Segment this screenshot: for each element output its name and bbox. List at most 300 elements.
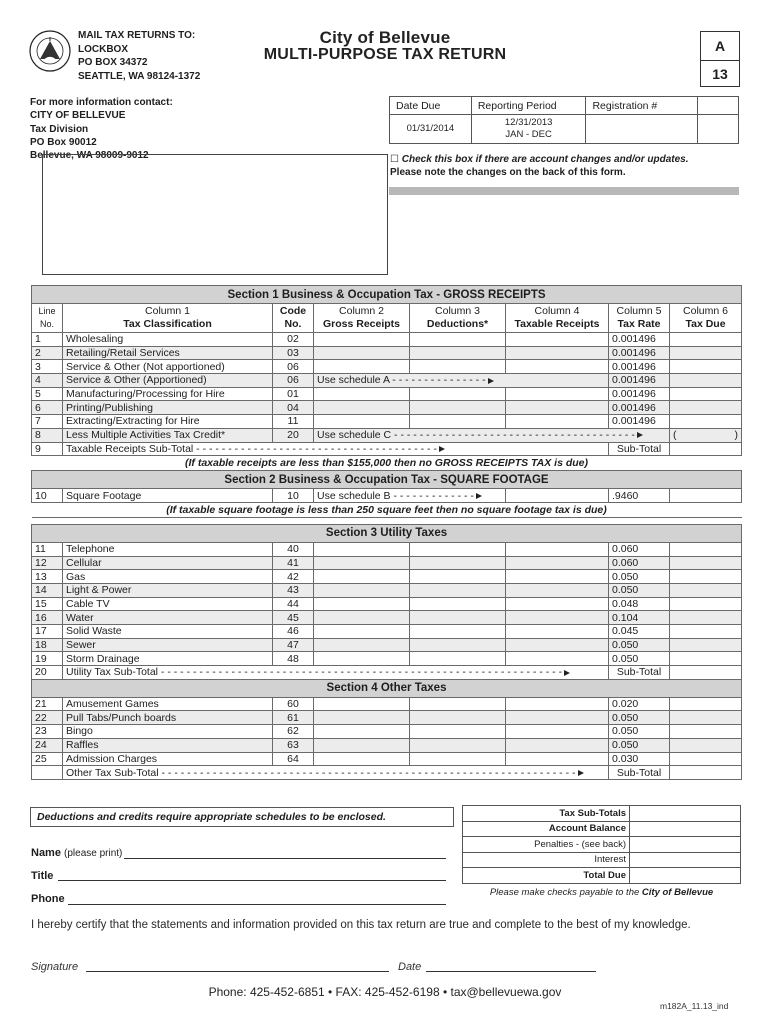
row-classification: Cellular [63, 556, 273, 570]
gross-receipts-input[interactable] [314, 583, 410, 597]
table-row [32, 625, 742, 639]
row-code: 03 [273, 346, 314, 360]
row-line-no [32, 766, 63, 780]
table-row [32, 725, 742, 739]
gross-receipts-input[interactable] [314, 415, 410, 429]
row-line-no: 19 [32, 652, 63, 666]
taxable-receipts-input[interactable] [506, 387, 609, 401]
row-tax-rate: 0.030 [609, 752, 670, 766]
receipts-subtotal-label: Taxable Receipts Sub-Total - - - - - - - - - - - - - - - - - - - - - - - - - - - - - - - - - - - - - - [63, 442, 609, 456]
table-row [32, 738, 742, 752]
tax-due-input[interactable] [670, 652, 742, 666]
code-header: Code No. [273, 304, 314, 333]
contact-line: For more information contact: [30, 97, 173, 108]
gross-receipts-input[interactable] [314, 346, 410, 360]
taxable-receipts-input[interactable] [506, 333, 609, 347]
deductions-input[interactable] [410, 570, 506, 584]
tax-due-input[interactable] [670, 625, 742, 639]
gross-receipts-input[interactable] [314, 711, 410, 725]
tax-due-input[interactable] [670, 725, 742, 739]
schedule-b-reference: Use schedule B - - - - - - - - - - - - - [314, 489, 506, 503]
table-row [32, 374, 742, 388]
signature-label: Signature [31, 961, 79, 973]
deductions-input[interactable] [410, 611, 506, 625]
row-classification: Solid Waste [63, 625, 273, 639]
row-line-no: 18 [32, 638, 63, 652]
gross-receipts-input[interactable] [314, 611, 410, 625]
row-code: 06 [273, 374, 314, 388]
deductions-input[interactable] [410, 597, 506, 611]
table-row [32, 333, 742, 347]
deductions-input[interactable] [410, 652, 506, 666]
deductions-input[interactable] [410, 738, 506, 752]
row-line-no: 15 [32, 597, 63, 611]
table-row [32, 697, 742, 711]
mail-line: PO BOX 34372 [78, 57, 148, 68]
row-code: 40 [273, 542, 314, 556]
taxable-receipts-input[interactable] [506, 752, 609, 766]
reporting-period-value [471, 115, 586, 144]
row-code: 06 [273, 360, 314, 374]
deductions-input[interactable] [410, 697, 506, 711]
row-tax-rate: 0.001496 [609, 360, 670, 374]
row-code: 45 [273, 611, 314, 625]
row-classification: Service & Other (Apportioned) [63, 374, 273, 388]
row-line-no: 16 [32, 611, 63, 625]
row-classification: Bingo [63, 725, 273, 739]
row-line-no: 17 [32, 625, 63, 639]
row-code: 61 [273, 711, 314, 725]
certification-statement: I hereby certify that the statements and information provided on this tax return are true and complete to the best of my knowledge. [31, 919, 691, 931]
deductions-input[interactable] [410, 387, 506, 401]
deductions-input[interactable] [410, 711, 506, 725]
tax-due-input[interactable] [670, 387, 742, 401]
section2-title: Section 2 Business & Occupation Tax - SQUARE FOOTAGE [32, 471, 742, 489]
deductions-input[interactable] [410, 725, 506, 739]
total-due-label: Total Due [463, 868, 630, 884]
taxable-receipts-input[interactable] [506, 583, 609, 597]
table-row [32, 556, 742, 570]
subtotal-input[interactable] [670, 666, 742, 680]
totals-table [462, 805, 741, 884]
tax-subtotals-input[interactable] [630, 806, 741, 822]
row-tax-rate: .9460 [609, 489, 670, 503]
row-tax-rate: 0.001496 [609, 374, 670, 388]
taxable-receipts-input[interactable] [506, 415, 609, 429]
row-classification: Amusement Games [63, 697, 273, 711]
row-classification: Sewer [63, 638, 273, 652]
period-end: 12/31/2013 [504, 117, 553, 128]
row-code: 62 [273, 725, 314, 739]
row-classification: Gas [63, 570, 273, 584]
phone-field-label: Phone [31, 893, 65, 905]
row-line-no: 22 [32, 711, 63, 725]
table-row [32, 570, 742, 584]
deductions-note: Deductions and credits require appropriate schedules to be enclosed. [30, 807, 454, 827]
tax-subtotals-label: Tax Sub-Totals [463, 806, 630, 822]
deductions-input[interactable] [410, 556, 506, 570]
row-tax-rate: 0.001496 [609, 401, 670, 415]
taxable-receipts-input[interactable] [506, 638, 609, 652]
date-due-value: 01/31/2014 [390, 115, 472, 144]
utility-subtotal-label: Utility Tax Sub-Total - - - - - - - - - - - - - - - - - - - - - - - - - - - - - - - - - - - - - - - - - - - - - - - - - - - - - - - - - - - - - - - [63, 666, 609, 680]
row-tax-rate: 0.050 [609, 652, 670, 666]
taxable-receipts-input[interactable] [506, 738, 609, 752]
name-field[interactable] [124, 858, 446, 859]
row-tax-rate: 0.050 [609, 711, 670, 725]
table-row [32, 711, 742, 725]
deductions-input[interactable] [410, 752, 506, 766]
row-line-no: 7 [32, 415, 63, 429]
row-code: 48 [273, 652, 314, 666]
row-classification: Water [63, 611, 273, 625]
grey-bar [389, 187, 739, 195]
gross-receipts-input[interactable] [314, 597, 410, 611]
contact-info [30, 96, 173, 162]
taxable-receipts-input[interactable] [506, 542, 609, 556]
row-code: 11 [273, 415, 314, 429]
taxable-receipts-input[interactable] [506, 360, 609, 374]
registration-value[interactable] [586, 115, 698, 144]
subtotal-input[interactable] [670, 766, 742, 780]
tax-table [31, 285, 742, 780]
table-row [32, 752, 742, 766]
table-row [32, 346, 742, 360]
payable-prefix: Please make checks payable to the [489, 887, 640, 898]
row-tax-rate: 0.001496 [609, 333, 670, 347]
credit-input[interactable]: ( ) [670, 428, 742, 442]
row-tax-rate: 0.001496 [609, 346, 670, 360]
tax-due-input[interactable] [670, 360, 742, 374]
row-classification: Printing/Publishing [63, 401, 273, 415]
registration-extra [698, 97, 739, 115]
row-line-no: 3 [32, 360, 63, 374]
row-code: 44 [273, 597, 314, 611]
payable-name: City of Bellevue [641, 887, 714, 898]
name-label: Name [31, 847, 61, 859]
square-footage-input[interactable] [506, 489, 609, 503]
row-classification: Manufacturing/Processing for Hire [63, 387, 273, 401]
row-tax-rate: 0.060 [609, 556, 670, 570]
row-tax-rate: 0.104 [609, 611, 670, 625]
name-field-label [31, 847, 122, 859]
row-code: 10 [273, 489, 314, 503]
row-code: 46 [273, 625, 314, 639]
signature-field[interactable] [86, 971, 389, 972]
taxable-receipts-input[interactable] [506, 625, 609, 639]
row-classification: Less Multiple Activities Tax Credit* [63, 428, 273, 442]
contact-line: CITY OF BELLEVUE [30, 110, 126, 122]
tax-due-input[interactable] [670, 333, 742, 347]
contact-line: Bellevue, WA 98009-9012 [30, 150, 149, 162]
name-sublabel: (please print) [64, 848, 123, 859]
table-row [32, 611, 742, 625]
tax-due-input[interactable] [670, 346, 742, 360]
row-tax-rate: 0.048 [609, 597, 670, 611]
taxable-receipts-input[interactable] [506, 346, 609, 360]
tax-due-input[interactable] [670, 570, 742, 584]
row-code: 63 [273, 738, 314, 752]
row-code: 42 [273, 570, 314, 584]
period-range: JAN - DEC [505, 129, 552, 140]
row-classification: Extracting/Extracting for Hire [63, 415, 273, 429]
col5-header: Column 5 Tax Rate [609, 304, 670, 333]
tax-due-input[interactable] [670, 374, 742, 388]
row-classification: Storm Drainage [63, 652, 273, 666]
row-classification: Telephone [63, 542, 273, 556]
row-classification: Cable TV [63, 597, 273, 611]
account-changes-text-2: Please note the changes on the back of this form. [390, 167, 626, 178]
row-classification: Wholesaling [63, 333, 273, 347]
row-classification: Service & Other (Not apportioned) [63, 360, 273, 374]
table-row [32, 442, 742, 456]
arrow-right-icon [578, 770, 584, 776]
table-row [32, 387, 742, 401]
deductions-input[interactable] [410, 415, 506, 429]
mail-line: MAIL TAX RETURNS TO: [78, 30, 196, 41]
deductions-input[interactable] [410, 333, 506, 347]
table-row [32, 542, 742, 556]
subtotal-input[interactable] [670, 442, 742, 456]
row-tax-rate: 0.050 [609, 738, 670, 752]
row-line-no: 2 [32, 346, 63, 360]
table-row [32, 652, 742, 666]
section1-title: Section 1 Business & Occupation Tax - GROSS RECEIPTS [32, 286, 742, 304]
row-tax-rate: 0.020 [609, 697, 670, 711]
account-changes-checkbox[interactable]: ☐ [390, 154, 399, 165]
gross-receipts-input[interactable] [314, 333, 410, 347]
tax-due-input[interactable] [670, 556, 742, 570]
tax-due-input[interactable] [670, 638, 742, 652]
title-field-label: Title [31, 870, 54, 882]
row-classification: Raffles [63, 738, 273, 752]
taxable-receipts-input[interactable] [506, 725, 609, 739]
form-title: MULTI-PURPOSE TAX RETURN [263, 46, 507, 63]
taxable-receipts-input[interactable] [506, 697, 609, 711]
tax-due-input[interactable] [670, 415, 742, 429]
gross-receipts-input[interactable] [314, 725, 410, 739]
row-code: 64 [273, 752, 314, 766]
taxable-receipts-input[interactable] [506, 556, 609, 570]
form-code: m182A_11.13_ind [660, 1001, 729, 1011]
row-tax-rate: 0.050 [609, 638, 670, 652]
row-code: 60 [273, 697, 314, 711]
arrow-right-icon [637, 432, 643, 438]
row-code: 04 [273, 401, 314, 415]
deductions-input[interactable] [410, 542, 506, 556]
tax-due-input[interactable] [670, 597, 742, 611]
row-classification: Square Footage [63, 489, 273, 503]
taxable-receipts-input[interactable] [506, 401, 609, 415]
interest-input[interactable] [630, 852, 741, 868]
row-tax-rate: 0.060 [609, 542, 670, 556]
row-classification: Retailing/Retail Services [63, 346, 273, 360]
tax-due-input[interactable] [670, 611, 742, 625]
gross-receipts-input[interactable] [314, 401, 410, 415]
arrow-right-icon [439, 446, 445, 452]
reporting-period-label: Reporting Period [471, 97, 586, 115]
row-tax-rate: 0.001496 [609, 415, 670, 429]
account-changes-text: Check this box if there are account changes and/or updates. [401, 154, 689, 165]
deductions-input[interactable] [410, 638, 506, 652]
tax-due-input[interactable] [670, 752, 742, 766]
gross-receipts-input[interactable] [314, 638, 410, 652]
penalties-label: Penalties - (see back) [463, 837, 630, 853]
account-balance-input[interactable] [630, 821, 741, 837]
subtotal-label: Sub-Total [609, 666, 670, 680]
row-tax-rate: 0.045 [609, 625, 670, 639]
contact-footer: Phone: 425-452-6851 • FAX: 425-452-6198 • tax@bellevuewa.gov [208, 985, 562, 999]
table-row [32, 415, 742, 429]
deductions-input[interactable] [410, 360, 506, 374]
taxable-receipts-input[interactable] [506, 570, 609, 584]
row-tax-rate: 0.050 [609, 583, 670, 597]
mailing-address-box[interactable] [42, 154, 388, 275]
section1-note: (If taxable receipts are less than $155,000 then no GROSS RECEIPTS TAX is due) [32, 456, 742, 471]
tax-due-input[interactable] [670, 711, 742, 725]
row-code: 01 [273, 387, 314, 401]
taxable-receipts-input[interactable] [506, 652, 609, 666]
gross-receipts-input[interactable] [314, 360, 410, 374]
filing-info-table [389, 96, 739, 144]
other-subtotal-label: Other Tax Sub-Total - - - - - - - - - - - - - - - - - - - - - - - - - - - - - - - - - - - - - - - - - - - - - - - - - - - - - - - - - - - - - - - - - [63, 766, 609, 780]
col4-header: Column 4 Taxable Receipts [506, 304, 609, 333]
form-id-box [700, 31, 740, 87]
gross-receipts-input[interactable] [314, 570, 410, 584]
deductions-input[interactable] [410, 625, 506, 639]
mail-line: SEATTLE, WA 98124-1372 [78, 70, 201, 82]
row-classification: Pull Tabs/Punch boards [63, 711, 273, 725]
row-line-no: 12 [32, 556, 63, 570]
form-letter: A [701, 32, 739, 61]
tax-due-input[interactable] [670, 738, 742, 752]
title-field[interactable] [58, 880, 446, 881]
gross-receipts-input[interactable] [314, 697, 410, 711]
row-classification: Light & Power [63, 583, 273, 597]
interest-label: Interest [463, 852, 630, 868]
section4-title: Section 4 Other Taxes [32, 679, 742, 697]
city-title: City of Bellevue [319, 28, 451, 47]
subtotal-label: Sub-Total [609, 442, 670, 456]
row-line-no: 10 [32, 489, 63, 503]
row-line-no: 6 [32, 401, 63, 415]
arrow-right-icon [476, 493, 482, 499]
date-label: Date [398, 961, 422, 973]
table-row [32, 583, 742, 597]
form-number: 13 [712, 66, 728, 82]
table-row [32, 401, 742, 415]
row-code: 20 [273, 428, 314, 442]
checks-payable-note [462, 887, 741, 898]
section1-header-row [32, 304, 742, 333]
gross-receipts-input[interactable] [314, 752, 410, 766]
row-line-no: 8 [32, 428, 63, 442]
tax-due-input[interactable] [670, 542, 742, 556]
penalties-input[interactable] [630, 837, 741, 853]
gross-receipts-input[interactable] [314, 625, 410, 639]
section3-title: Section 3 Utility Taxes [32, 524, 742, 542]
table-row [32, 766, 742, 780]
taxable-receipts-input[interactable] [506, 611, 609, 625]
row-line-no: 21 [32, 697, 63, 711]
row-code: 47 [273, 638, 314, 652]
section2-note: (If taxable square footage is less than 250 square feet then no square footage tax is due) [32, 502, 742, 517]
col1-header: Column 1 Tax Classification [63, 304, 273, 333]
col-line-header: Line No. [32, 304, 63, 333]
row-line-no: 25 [32, 752, 63, 766]
phone-field[interactable] [68, 904, 446, 905]
row-line-no: 13 [32, 570, 63, 584]
date-field[interactable] [426, 971, 596, 972]
account-changes-note [390, 153, 689, 179]
registration-label: Registration # [586, 97, 698, 115]
contact-line: Tax Division [30, 123, 89, 135]
row-line-no: 20 [32, 666, 63, 680]
deductions-input[interactable] [410, 401, 506, 415]
deductions-input[interactable] [410, 583, 506, 597]
deductions-input[interactable] [410, 346, 506, 360]
row-line-no: 11 [32, 542, 63, 556]
subtotal-label: Sub-Total [609, 766, 670, 780]
row-line-no: 9 [32, 442, 63, 456]
table-row [32, 428, 742, 442]
contact-line: PO Box 90012 [30, 136, 97, 148]
schedule-a-reference: Use schedule A - - - - - - - - - - - - - - - [314, 374, 609, 388]
gross-receipts-input[interactable] [314, 542, 410, 556]
schedule-c-reference: Use schedule C - - - - - - - - - - - - - - - - - - - - - - - - - - - - - - - - - - - - - - [314, 428, 670, 442]
col6-header: Column 6 Tax Due [670, 304, 742, 333]
table-row [32, 597, 742, 611]
total-due-input[interactable] [630, 868, 741, 884]
row-tax-rate: 0.050 [609, 725, 670, 739]
row-line-no: 4 [32, 374, 63, 388]
tax-due-input[interactable] [670, 401, 742, 415]
arrow-right-icon [488, 378, 494, 384]
table-row [32, 360, 742, 374]
gross-receipts-input[interactable] [314, 387, 410, 401]
row-line-no: 14 [32, 583, 63, 597]
arrow-right-icon [564, 670, 570, 676]
mail-line: LOCKBOX [78, 43, 128, 55]
account-balance-label: Account Balance [463, 821, 630, 837]
row-tax-rate: 0.050 [609, 570, 670, 584]
col2-header: Column 2 Gross Receipts [314, 304, 410, 333]
col3-header: Column 3 Deductions* [410, 304, 506, 333]
row-tax-rate: 0.001496 [609, 387, 670, 401]
row-line-no: 1 [32, 333, 63, 347]
table-row [32, 638, 742, 652]
gross-receipts-input[interactable] [314, 556, 410, 570]
row-line-no: 5 [32, 387, 63, 401]
row-code: 02 [273, 333, 314, 347]
row-code: 43 [273, 583, 314, 597]
taxable-receipts-input[interactable] [506, 597, 609, 611]
registration-value-extra[interactable] [698, 115, 739, 144]
tax-due-input[interactable] [670, 697, 742, 711]
gross-receipts-input[interactable] [314, 652, 410, 666]
taxable-receipts-input[interactable] [506, 711, 609, 725]
row-line-no: 23 [32, 725, 63, 739]
row-line-no: 24 [32, 738, 63, 752]
table-row [32, 489, 742, 503]
tax-due-input[interactable] [670, 489, 742, 503]
row-classification: Admission Charges [63, 752, 273, 766]
row-code: 41 [273, 556, 314, 570]
tax-due-input[interactable] [670, 583, 742, 597]
date-due-label: Date Due [390, 97, 472, 115]
table-row [32, 666, 742, 680]
gross-receipts-input[interactable] [314, 738, 410, 752]
